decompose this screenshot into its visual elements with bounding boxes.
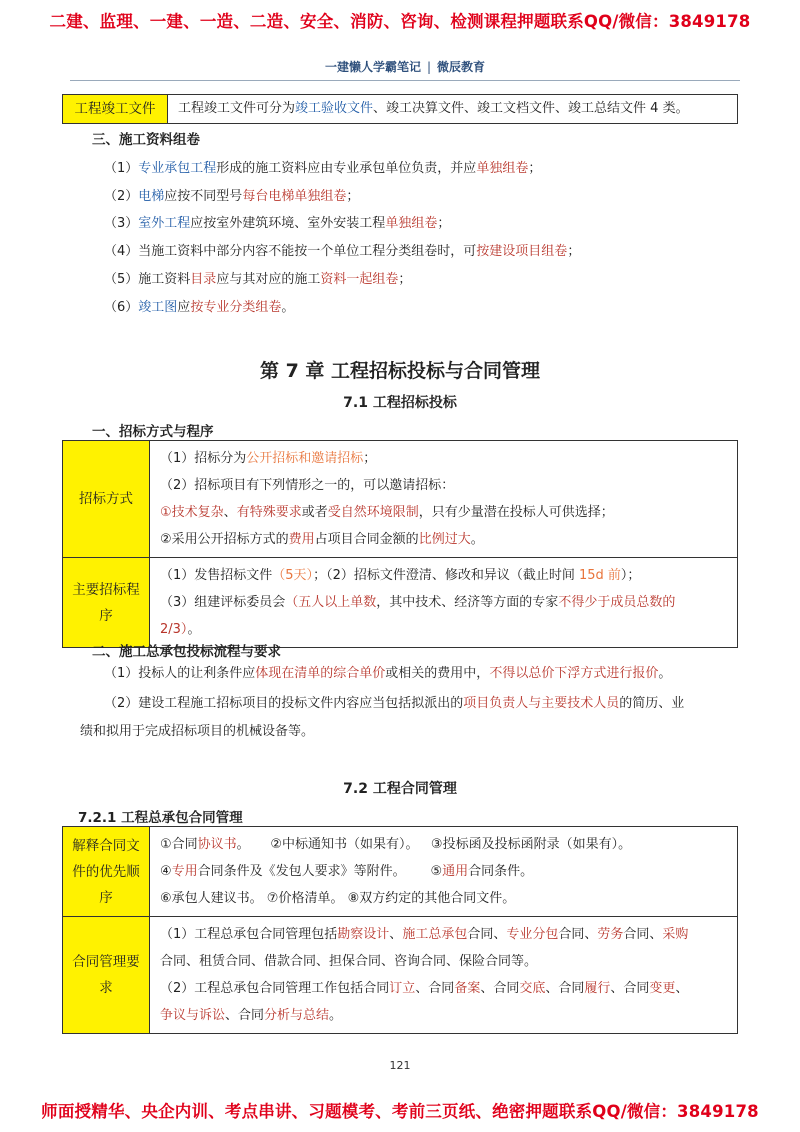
header-separator: | [426,60,432,74]
contract-req-label: 合同管理要 求 [63,917,150,1034]
bid-procedure-content: （1）发售招标文件（5天）；（2）招标文件澄清、修改和异议（截止时间 15d 前）； （3）组建评标委员会（五人以上单数，其中技术、经济等方面的专家不得少于成员总数的 2/3）。 [150,558,738,648]
section-7-1-title: 7.1 工程招标投标 [343,395,457,411]
gc-heading: 二、施工总承包投标流程与要求 [92,644,281,660]
filing-item-5: （5）施工资料目录应与其对应的施工资料一起组卷； [104,272,412,287]
filing-item-3: （3）室外工程应按室外建筑环境、室外安装工程单独组卷； [104,216,451,231]
bid-procedure-label: 主要招标程 序 [63,558,150,648]
bid-heading: 一、招标方式与程序 [92,424,214,440]
contract-req-content: （1）工程总承包合同管理包括勘察设计、施工总承包合同、专业分包合同、劳务合同、采购 合同、租赁合同、借款合同、担保合同、咨询合同、保险合同等。 （2）工程总承包合同管理工作包括合同订立、合同备案、合同交底、合同履行、合同变更、 争议与诉讼、合同分析与总结。 [150,917,738,1034]
bid-method-content: （1）招标分为公开招标和邀请招标； （2）招标项目有下列情形之一的，可以邀请招标： ①技术复杂、有特殊要求或者受自然环境限制，只有少量潜在投标人可供选择； ②采用公开招标方式的费用占项目合同金额的比例过大。 [150,441,738,558]
header-brand: 微辰教育 [437,60,486,74]
filing-item-2: （2）电梯应按不同型号每台电梯单独组卷； [104,189,360,204]
gc-paragraph-2: （2）建设工程施工招标项目的投标文件内容应当包括拟派出的项目负责人与主要技术人员的简历、业 [104,696,685,711]
priority-order-label: 解释合同文 件的优先顺 序 [63,827,150,917]
gc-paragraph-2-cont: 绩和拟用于完成招标项目的机械设备等。 [80,724,315,739]
section-7-2-title: 7.2 工程合同管理 [343,781,457,797]
priority-order-content: ①合同协议书。 ②中标通知书（如果有）。 ③投标函及投标函附录（如果有）。 ④专用合同条件及《发包人要求》等附件。 ⑤通用合同条件。 ⑥承包人建议书。 ⑦价格清单。 ⑧双方约定的其他合同文件。 [150,827,738,917]
subsection-7-2-1-title: 7.2.1 工程总承包合同管理 [78,810,243,826]
bidding-table [62,440,738,648]
filing-heading: 三、施工资料组卷 [92,132,200,148]
header-title: 一建懒人学霸笔记 [324,60,421,74]
top-ad-banner: 二建、监理、一建、一造、二造、安全、消防、咨询、检测课程押题联系QQ/微信：3849178 [49,12,751,31]
completion-docs-table [62,94,738,124]
filing-item-6: （6）竣工图应按专业分类组卷。 [104,300,295,315]
filing-item-4: （4）当施工资料中部分内容不能按一个单位工程分类组卷时，可按建设项目组卷； [104,244,581,259]
completion-docs-content: 工程竣工文件可分为竣工验收文件、竣工决算文件、竣工文档文件、竣工总结文件 4 类。 [168,95,738,124]
bid-method-label: 招标方式 [63,441,150,558]
header-rule [70,80,740,81]
bottom-ad-banner: 师面授精华、央企内训、考点串讲、习题模考、考前三页纸、绝密押题联系QQ/微信：3849178 [41,1102,759,1121]
filing-item-1: （1）专业承包工程形成的施工资料应由专业承包单位负责，并应单独组卷； [104,161,542,176]
gc-paragraph-1: （1）投标人的让利条件应体现在清单的综合单价或相关的费用中，不得以总价下浮方式进行报价。 [104,666,672,681]
chapter-title: 第 7 章 工程招标投标与合同管理 [259,360,541,382]
completion-docs-label: 工程竣工文件 [63,95,168,124]
contract-table [62,826,738,1034]
page-number: 121 [389,1059,411,1072]
page-header [70,58,740,75]
